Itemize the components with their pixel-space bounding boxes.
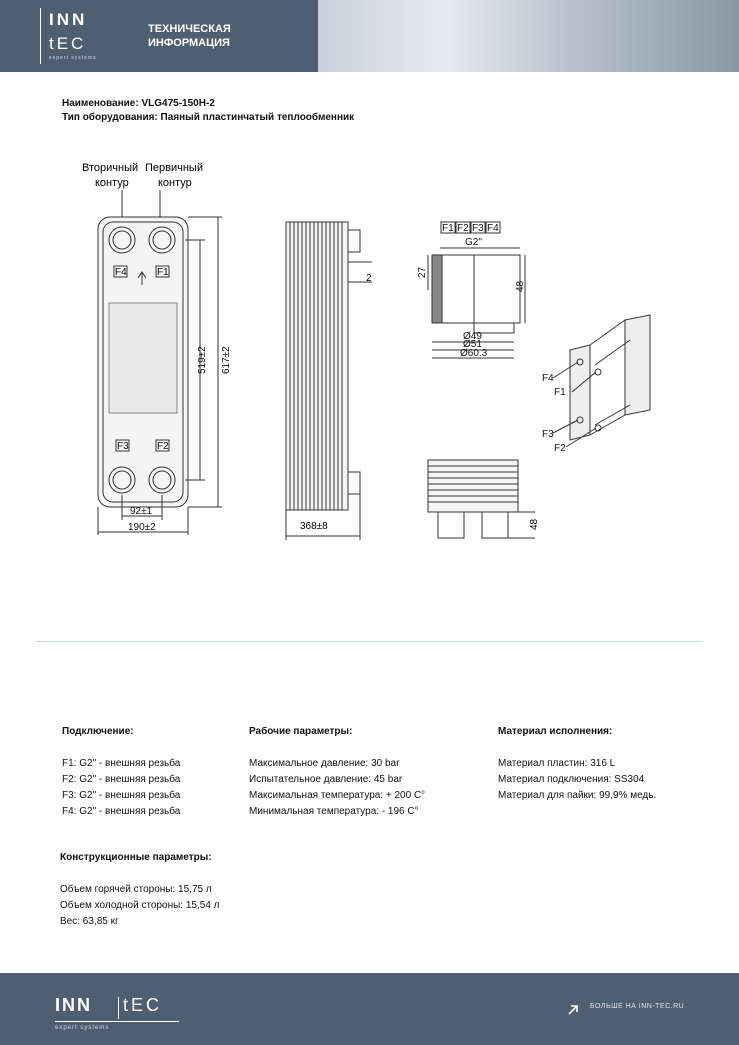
operating-item: Минимальная температура: - 196 С° bbox=[249, 806, 419, 817]
construction-section bbox=[60, 850, 220, 930]
more-link[interactable]: БОЛЬШЕ НА INN-TEC.RU bbox=[590, 1003, 685, 1010]
construction-item: Объем горячей стороны: 15,75 л bbox=[60, 884, 212, 895]
technical-drawing bbox=[0, 150, 739, 550]
material-section bbox=[498, 724, 656, 804]
brand-logo[interactable] bbox=[40, 8, 103, 64]
dimension-368: 368±8 bbox=[300, 521, 328, 532]
material-item: Материал пластин: 316 L bbox=[498, 758, 616, 769]
logo-tagline: expert systems bbox=[49, 55, 97, 61]
connection-section bbox=[62, 724, 180, 820]
iso-label-f4: F4 bbox=[542, 373, 554, 384]
dimension-2: 2 bbox=[366, 273, 372, 284]
equipment-type-value: Паяный пластинчатый теплообменник bbox=[160, 112, 355, 123]
header-banner bbox=[0, 0, 739, 72]
construction-item: Объем холодной стороны: 15,54 л bbox=[60, 900, 220, 911]
footer-logo[interactable] bbox=[55, 995, 185, 1035]
port-label-f3: F3 bbox=[117, 441, 129, 452]
diameter-51: Ø51 bbox=[463, 339, 482, 350]
bottom-detail bbox=[428, 460, 535, 538]
product-name bbox=[62, 98, 215, 109]
header-photo bbox=[318, 0, 739, 72]
equipment-type-label: Тип оборудования: bbox=[62, 112, 158, 123]
footer-logo-underline bbox=[55, 1021, 179, 1022]
port-label-f2: F2 bbox=[157, 441, 169, 452]
material-item: Материал для пайки: 99,9% медь. bbox=[498, 790, 657, 801]
operating-section bbox=[249, 724, 425, 820]
equipment-type bbox=[62, 112, 354, 123]
connection-item: F1: G2" - внешняя резьба bbox=[62, 758, 181, 769]
material-heading: Материал исполнения: bbox=[498, 726, 613, 737]
detail-port-f3: F3 bbox=[472, 223, 484, 234]
side-view bbox=[286, 222, 372, 540]
operating-item: Максимальное давление: 30 bar bbox=[249, 758, 400, 769]
primary-circuit-label: Первичный bbox=[145, 162, 203, 174]
connection-item: F3: G2" - внешняя резьба bbox=[62, 790, 181, 801]
dimension-519: 519±2 bbox=[197, 346, 208, 374]
header-title bbox=[148, 22, 231, 50]
connection-heading: Подключение: bbox=[62, 726, 134, 737]
dimension-27: 27 bbox=[417, 266, 428, 278]
arrow-up-right-icon[interactable] bbox=[567, 1004, 579, 1016]
footer-logo-separator bbox=[118, 997, 119, 1019]
iso-label-f1: F1 bbox=[554, 387, 566, 398]
dimension-92: 92±1 bbox=[130, 506, 153, 517]
footer-logo-inn: INN bbox=[55, 995, 92, 1015]
section-divider bbox=[36, 641, 702, 642]
isometric-view bbox=[553, 315, 650, 447]
construction-heading: Конструкционные параметры: bbox=[60, 852, 212, 863]
diameter-49: Ø49 bbox=[463, 331, 482, 342]
construction-item: Вес: 63,85 кг bbox=[60, 916, 119, 927]
connection-item: F4: G2" - внешняя резьба bbox=[62, 806, 181, 817]
footer-logo-tagline: expert systems bbox=[55, 1025, 110, 1031]
connection-item: F2: G2" - внешняя резьба bbox=[62, 774, 181, 785]
dimension-617: 617±2 bbox=[221, 346, 232, 374]
material-item: Материал подключения: SS304 bbox=[498, 774, 645, 785]
iso-label-f2: F2 bbox=[554, 443, 566, 454]
detail-port-f4: F4 bbox=[487, 223, 499, 234]
product-name-label: Наименование: bbox=[62, 98, 139, 109]
dimension-48-bottom: 48 bbox=[529, 518, 540, 530]
product-name-value: VLG475-150H-2 bbox=[141, 98, 215, 109]
iso-label-f3: F3 bbox=[542, 429, 554, 440]
dimension-190: 190±2 bbox=[128, 522, 156, 533]
logo-inn-text: INN bbox=[49, 10, 88, 29]
footer-banner bbox=[0, 973, 739, 1045]
secondary-circuit-label: Вторичный bbox=[82, 162, 139, 174]
footer-logo-tec: tEC bbox=[123, 995, 163, 1015]
detail-port-f2: F2 bbox=[457, 223, 469, 234]
diameter-60-3: Ø60.3 bbox=[460, 348, 488, 359]
header-title-line2: ИНФОРМАЦИЯ bbox=[148, 37, 230, 49]
header-title-line1: ТЕХНИЧЕСКАЯ bbox=[148, 23, 231, 35]
port-label-f1: F1 bbox=[157, 267, 169, 278]
logo-tec-text: tEC bbox=[49, 34, 87, 53]
port-label-f4: F4 bbox=[115, 267, 127, 278]
operating-item: Максимальная температура: + 200 С° bbox=[249, 790, 426, 801]
thread-size: G2" bbox=[465, 237, 482, 248]
operating-item: Испытательное давление: 45 bar bbox=[249, 774, 403, 785]
secondary-circuit-label-2: контур bbox=[95, 177, 129, 189]
dimension-48-top: 48 bbox=[515, 280, 526, 292]
detail-port-f1: F1 bbox=[442, 223, 454, 234]
operating-heading: Рабочие параметры: bbox=[249, 726, 353, 737]
primary-circuit-label-2: контур bbox=[158, 177, 192, 189]
